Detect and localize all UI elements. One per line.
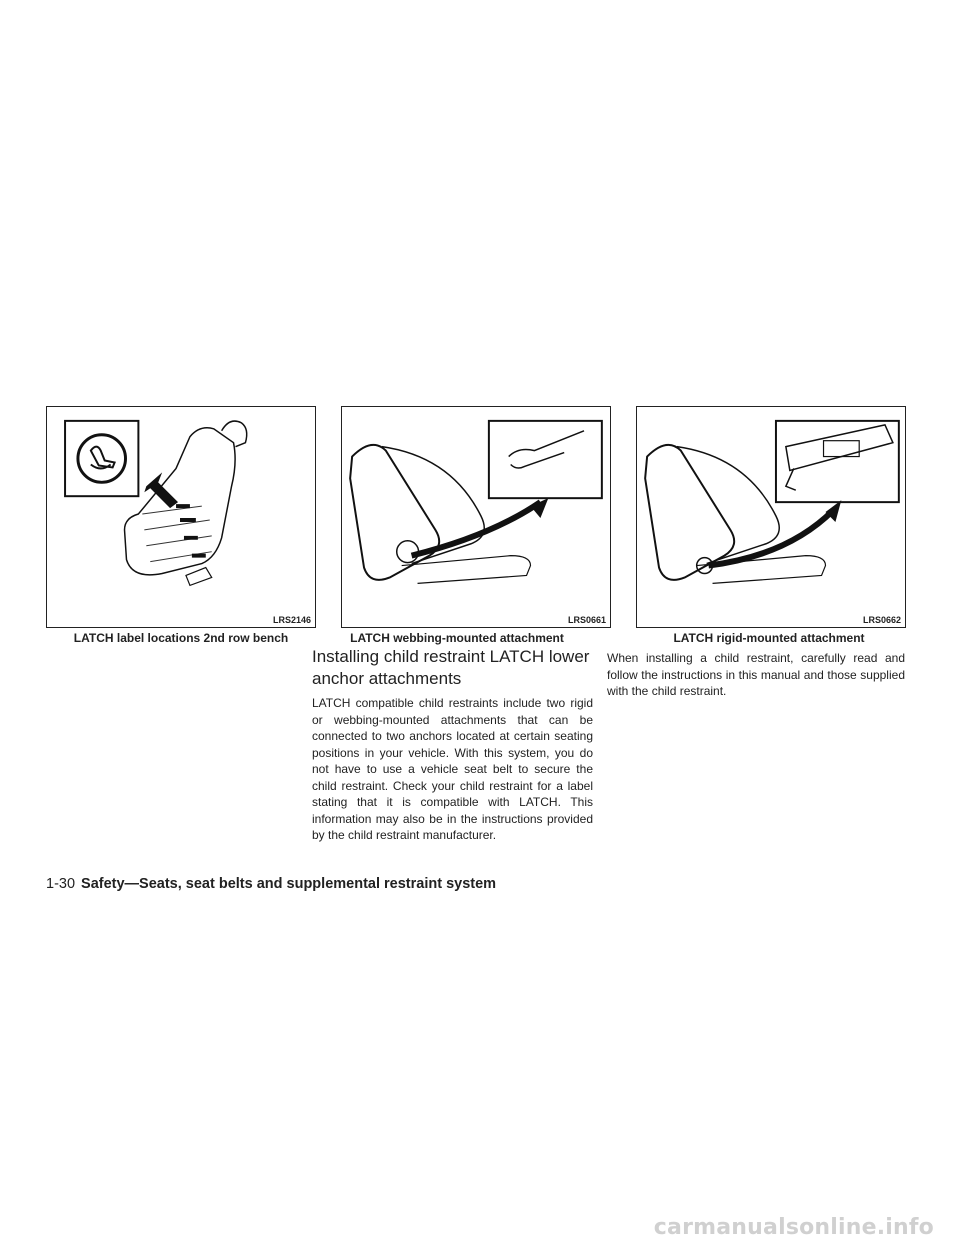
figure-caption: LATCH rigid-mounted attachment xyxy=(673,631,865,645)
figure-code: LRS0662 xyxy=(862,615,901,625)
body-paragraph-installing: When installing a child restraint, carefully read and follow the instructions in this manual and those supplied with the child restraint. xyxy=(607,651,905,698)
child-seat-rigid-illustration xyxy=(637,407,905,627)
seat-bench-illustration xyxy=(47,407,315,627)
footer-section-title: Safety—Seats, seat belts and supplemental restraint system xyxy=(81,876,497,892)
figure-code: LRS2146 xyxy=(272,615,311,625)
section-heading: Installing child restraint LATCH lower anchor attachments xyxy=(312,647,590,688)
figure-code: LRS0661 xyxy=(567,615,606,625)
figure-caption: LATCH label locations 2nd row bench xyxy=(73,631,289,645)
body-paragraph-latch: LATCH compatible child restraints include two rigid or webbing-mounted attachments that can be connected to two anchors located at certain seating positions in your vehicle. With this system, you do not have to use a vehicle seat belt to secure the child restraint. Check your child restraint for a label stating that it is compatible with LATCH. This information may also be in the instructions provided by the child restraint manufacturer. xyxy=(312,696,593,842)
page-number: 1-30 xyxy=(46,876,76,892)
page-footer xyxy=(46,876,496,892)
figure-latch-rigid-mounted xyxy=(636,406,906,628)
figure-caption: LATCH webbing-mounted attachment xyxy=(350,631,564,645)
figure-latch-label-locations xyxy=(46,406,316,628)
child-seat-webbing-illustration xyxy=(342,407,610,627)
figure-latch-webbing-mounted xyxy=(341,406,611,628)
watermark: carmanualsonline.info xyxy=(653,1215,934,1240)
